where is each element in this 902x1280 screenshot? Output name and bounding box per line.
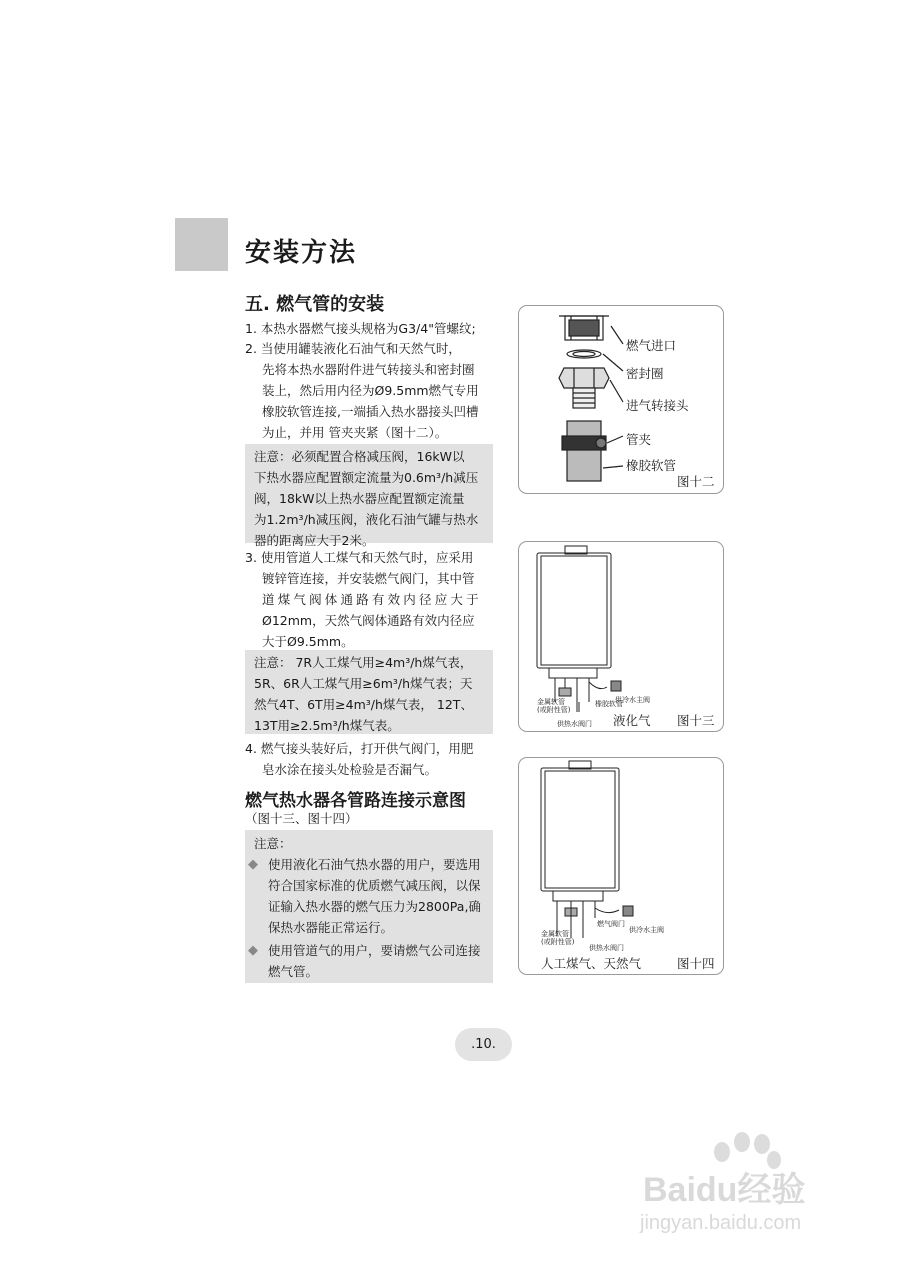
note-line: 器的距离应大于2米。 <box>254 533 375 548</box>
item-2-line: 2. 当使用罐装液化石油气和天然气时， <box>245 341 461 356</box>
note-line: 下热水器应配置额定流量为0.6m³/h减压 <box>254 470 479 485</box>
label-pipe-clamp: 管夹 <box>626 432 652 447</box>
item-4-line: 4. 燃气接头装好后，打开供气阀门，用肥 <box>245 741 474 756</box>
gas-type-label: 人工煤气、天然气 <box>541 956 642 971</box>
gas-type-label: 液化气 <box>613 713 651 728</box>
label-or-attached-pipe: (或附性管) <box>537 706 571 714</box>
item-3-line: 3. 使用管道人工煤气和天然气时，应采用 <box>245 550 474 565</box>
page-title: 安装方法 <box>245 238 358 268</box>
figure-14-town-gas-connection <box>518 757 724 975</box>
item-3-line: Ø12mm，天然气阀体通路有效内径应 <box>262 613 475 628</box>
note-line: 注意：必须配置合格减压阀，16kW以 <box>254 449 465 464</box>
note-line: 然气4T、6T用≥4m³/h煤气表， 12T、 <box>254 697 473 712</box>
note-box-pressure-regulator <box>245 444 493 548</box>
watermark-brand: Baidu经验 <box>643 1171 806 1209</box>
note-line: 5R、6R人工煤气用≥6m³/h煤气表；天 <box>254 676 473 691</box>
bullet-line: 使用管道气的用户，要请燃气公司连接 <box>268 943 481 958</box>
note-box-gas-meter <box>245 650 493 734</box>
item-3-line: 大于Ø9.5mm。 <box>262 634 354 649</box>
label-hot-water-valve: 供热水阀门 <box>557 720 592 728</box>
item-4-line: 皂水涂在接头处检验是否漏气。 <box>262 762 438 777</box>
page-number: .10. <box>455 1028 512 1061</box>
bullet-line: 保热水器能正常运行。 <box>268 920 394 935</box>
label-metal-hose: 金属软管 <box>541 930 569 938</box>
item-2-line: 为止，并用 管夹夹紧（图十二）。 <box>262 425 448 440</box>
label-rubber-hose: 橡胶软管 <box>595 700 623 708</box>
label-metal-hose: 金属软管 <box>537 698 565 706</box>
note-line: 13T用≥2.5m³/h煤气表。 <box>254 718 400 733</box>
item-2-line: 先将本热水器附件进气转接头和密封圈 <box>262 362 475 377</box>
bullet-item <box>248 940 489 982</box>
note-line: 注意： 7R人工煤气用≥4m³/h煤气表， <box>254 655 473 670</box>
label-rubber-hose: 橡胶软管 <box>626 458 677 473</box>
watermark-url: jingyan.baidu.com <box>640 1212 802 1234</box>
item-2-line: 橡胶软管连接,一端插入热水器接头凹槽 <box>262 404 479 419</box>
note-line: 阀，18kW以上热水器应配置额定流量 <box>254 491 465 506</box>
figure-caption: 图十四 <box>677 956 715 971</box>
label-seal-ring: 密封圈 <box>626 366 664 381</box>
subsection-heading: 燃气热水器各管路连接示意图 <box>245 791 466 811</box>
bullet-line: 使用液化石油气热水器的用户，要选用 <box>268 857 481 872</box>
note-line: 为1.2m³/h减压阀，液化石油气罐与热水 <box>254 512 479 527</box>
item-1-text: 1. 本热水器燃气接头规格为G3/4"管螺纹; <box>245 321 476 336</box>
gas-inlet-assembly-icon <box>519 306 724 494</box>
label-adapter: 进气转接头 <box>626 398 689 413</box>
item-3-line: 镀锌管连接，并安装燃气阀门，其中管 <box>262 571 475 586</box>
figure-13-lpg-connection <box>518 541 724 732</box>
section-heading: 五. 燃气管的安装 <box>245 294 385 315</box>
label-hot-water-valve: 供热水阀门 <box>589 944 624 952</box>
diamond-bullet-icon: ◆ <box>248 857 258 872</box>
diamond-bullet-icon: ◆ <box>248 943 258 958</box>
label-or-attached-pipe: (或附性管) <box>541 938 575 946</box>
figure-reference: （图十三、图十四） <box>245 811 358 826</box>
section-tab-marker <box>175 218 228 271</box>
note-box-usage <box>245 830 493 983</box>
label-cold-water-valve: 供冷水主阀 <box>615 696 650 704</box>
bullet-line: 证输入热水器的燃气压力为2800Pa,确 <box>268 899 481 914</box>
note-heading: 注意： <box>254 836 292 851</box>
item-3-line: 道煤气阀体通路有效内径应大于 <box>262 592 482 607</box>
item-2-line: 装上，然后用内径为Ø9.5mm燃气专用 <box>262 383 479 398</box>
label-gas-inlet: 燃气进口 <box>626 338 677 353</box>
label-cold-water-valve: 供冷水主阀 <box>629 926 664 934</box>
figure-12-gas-inlet-assembly <box>518 305 724 494</box>
figure-caption: 图十二 <box>677 474 715 489</box>
label-gas-valve: 燃气阀门 <box>597 920 625 928</box>
bullet-item <box>248 854 489 938</box>
bullet-line: 燃气管。 <box>268 964 319 979</box>
bullet-line: 符合国家标准的优质燃气减压阀，以保 <box>268 878 481 893</box>
figure-caption: 图十三 <box>677 713 715 728</box>
